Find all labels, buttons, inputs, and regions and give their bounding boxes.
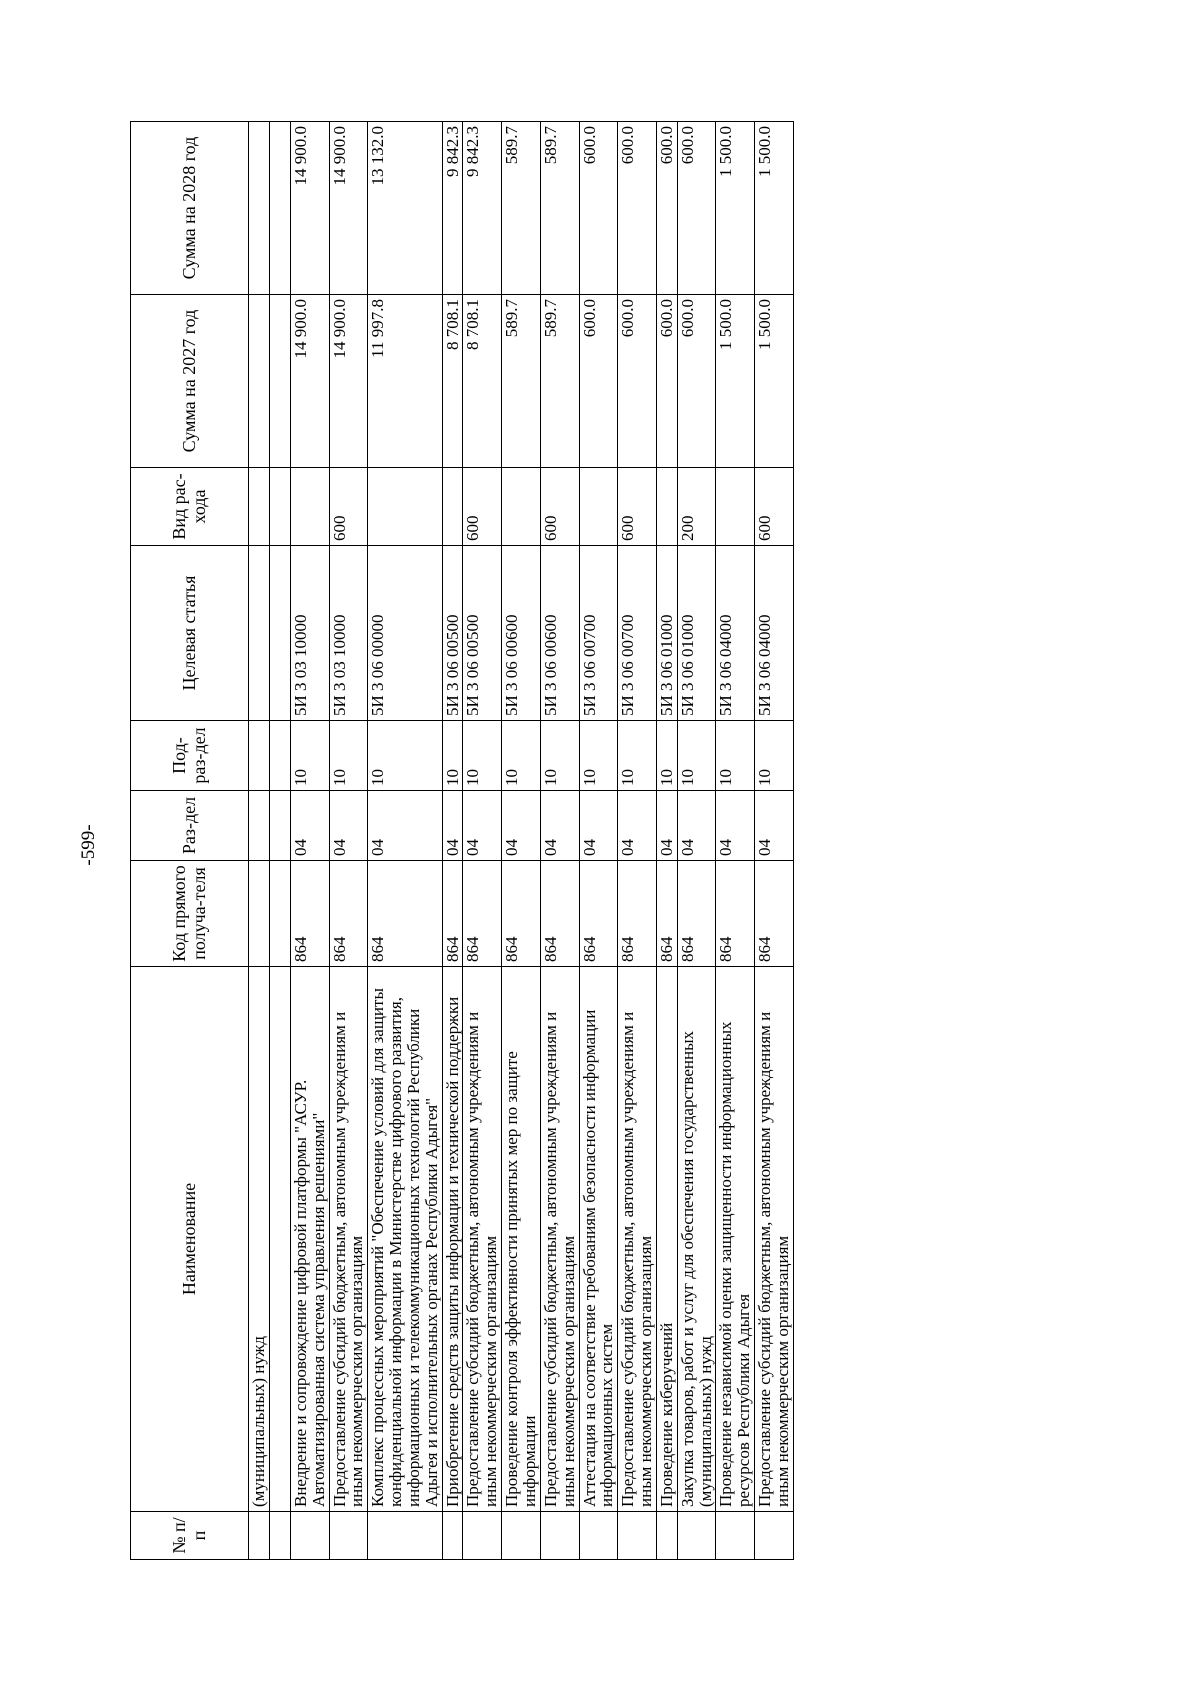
cell-target [269,546,290,721]
cell-name: Проведение независимой оценки защищенности информационных ресурсов Республики Адыгея [716,967,755,1512]
cell-sum2028: 589.7 [502,122,541,295]
cell-name: Проведение киберучений [656,967,677,1512]
cell-recipient: 864 [502,861,541,967]
cell-sum2028: 600.0 [656,122,677,295]
cell-target: 5И 3 06 04000 [755,546,794,721]
table-row [656,122,677,1560]
cell-no [755,1512,794,1560]
cell-name: Комплекс процессных мероприятий "Обеспечение условий для защиты конфиденциальной информации в Министерстве цифрового развития, информационных и телекоммуникационных технологий Республики Адыгея и исполнительных органах Республики Адыгея" [368,967,442,1512]
header-vid: Вид рас-хода [131,468,249,546]
cell-vid [442,468,463,546]
table-row [716,122,755,1560]
cell-sum2028: 14 900.0 [329,122,368,295]
table-row [249,122,270,1560]
cell-sum2028: 13 132.0 [368,122,442,295]
header-podrazdel: Под-раз-дел [131,721,249,791]
cell-name: Внедрение и сопровождение цифровой платформы "АСУР. Автоматизированная система управления решениями" [290,967,329,1512]
cell-sum2027: 14 900.0 [290,295,329,468]
cell-razdel: 04 [755,791,794,861]
cell-sum2027: 600.0 [579,295,618,468]
cell-target: 5И 3 06 01000 [677,546,716,721]
cell-sum2027: 14 900.0 [329,295,368,468]
cell-razdel: 04 [442,791,463,861]
header-target: Целевая статья [131,546,249,721]
cell-sum2028: 9 842.3 [442,122,463,295]
cell-podrazdel: 10 [502,721,541,791]
page-number: -599- [78,824,99,866]
cell-sum2027: 11 997.8 [368,295,442,468]
cell-vid [290,468,329,546]
cell-no [368,1512,442,1560]
cell-razdel [269,791,290,861]
cell-vid [579,468,618,546]
cell-no [656,1512,677,1560]
cell-sum2027: 589.7 [502,295,541,468]
cell-sum2028: 589.7 [540,122,579,295]
cell-recipient: 864 [329,861,368,967]
cell-no [463,1512,502,1560]
cell-target: 5И 3 03 10000 [290,546,329,721]
header-sum2028: Сумма на 2028 год [131,122,249,295]
cell-name: Приобретение средств защиты информации и технической поддержки [442,967,463,1512]
table-row [677,122,716,1560]
header-recipient: Код прямого получа-теля [131,861,249,967]
cell-podrazdel: 10 [368,721,442,791]
cell-sum2027 [269,295,290,468]
cell-no [249,1512,270,1560]
cell-target: 5И 3 06 00700 [579,546,618,721]
cell-name: Предоставление субсидий бюджетным, автономным учреждениям и иным некоммерческим организациям [755,967,794,1512]
cell-no [716,1512,755,1560]
cell-target: 5И 3 06 01000 [656,546,677,721]
cell-podrazdel: 10 [290,721,329,791]
cell-recipient: 864 [540,861,579,967]
cell-sum2028: 14 900.0 [290,122,329,295]
cell-sum2028: 600.0 [579,122,618,295]
cell-recipient: 864 [716,861,755,967]
cell-razdel: 04 [540,791,579,861]
cell-target: 5И 3 06 00500 [463,546,502,721]
cell-razdel [249,791,270,861]
cell-no [329,1512,368,1560]
cell-target: 5И 3 06 00600 [502,546,541,721]
cell-recipient: 864 [368,861,442,967]
cell-recipient: 864 [579,861,618,967]
cell-no [618,1512,657,1560]
cell-target: 5И 3 06 04000 [716,546,755,721]
table-row [463,122,502,1560]
cell-razdel: 04 [677,791,716,861]
cell-vid: 200 [677,468,716,546]
cell-recipient [249,861,270,967]
cell-sum2027: 600.0 [677,295,716,468]
cell-sum2027: 589.7 [540,295,579,468]
cell-razdel: 04 [463,791,502,861]
cell-razdel: 04 [618,791,657,861]
cell-podrazdel: 10 [329,721,368,791]
cell-vid: 600 [540,468,579,546]
cell-podrazdel: 10 [656,721,677,791]
header-razdel: Раз-дел [131,791,249,861]
cell-podrazdel [249,721,270,791]
cell-vid: 600 [463,468,502,546]
cell-no [442,1512,463,1560]
cell-sum2027: 600.0 [618,295,657,468]
rotated-page [130,122,794,1560]
cell-target: 5И 3 06 00500 [442,546,463,721]
cell-sum2028 [269,122,290,295]
cell-recipient [269,861,290,967]
cell-vid [656,468,677,546]
cell-vid: 600 [618,468,657,546]
cell-podrazdel: 10 [755,721,794,791]
cell-razdel: 04 [716,791,755,861]
cell-podrazdel: 10 [677,721,716,791]
cell-sum2027: 600.0 [656,295,677,468]
cell-recipient: 864 [618,861,657,967]
cell-target [249,546,270,721]
cell-name: Аттестация на соответствие требованиям безопасности информации информационных систем [579,967,618,1512]
table-row [579,122,618,1560]
cell-razdel: 04 [579,791,618,861]
cell-recipient: 864 [290,861,329,967]
cell-name: Предоставление субсидий бюджетным, автономным учреждениям и иным некоммерческим организациям [618,967,657,1512]
cell-razdel: 04 [368,791,442,861]
table-row [269,122,290,1560]
cell-target: 5И 3 03 10000 [329,546,368,721]
cell-razdel: 04 [290,791,329,861]
cell-razdel: 04 [329,791,368,861]
budget-table [130,121,794,1560]
cell-name: Закупка товаров, работ и услуг для обеспечения государственных (муниципальных) нужд [677,967,716,1512]
cell-name: Предоставление субсидий бюджетным, автономным учреждениям и иным некоммерческим организациям [463,967,502,1512]
header-row [131,122,249,1560]
cell-sum2028: 600.0 [618,122,657,295]
cell-vid: 600 [329,468,368,546]
header-sum2027: Сумма на 2027 год [131,295,249,468]
cell-no [677,1512,716,1560]
cell-sum2027: 1 500.0 [755,295,794,468]
table-row [290,122,329,1560]
cell-no [540,1512,579,1560]
cell-target: 5И 3 06 00600 [540,546,579,721]
cell-recipient: 864 [656,861,677,967]
cell-vid [269,468,290,546]
cell-podrazdel: 10 [579,721,618,791]
cell-podrazdel: 10 [716,721,755,791]
cell-no [502,1512,541,1560]
table-row [618,122,657,1560]
cell-recipient: 864 [442,861,463,967]
cell-sum2028: 1 500.0 [755,122,794,295]
table-row [540,122,579,1560]
table-row [755,122,794,1560]
cell-vid: 600 [755,468,794,546]
table-row [442,122,463,1560]
cell-sum2027: 8 708.1 [463,295,502,468]
cell-vid [368,468,442,546]
cell-recipient: 864 [677,861,716,967]
cell-podrazdel: 10 [442,721,463,791]
cell-podrazdel: 10 [463,721,502,791]
cell-podrazdel: 10 [618,721,657,791]
cell-sum2028 [249,122,270,295]
table-row [368,122,442,1560]
table-row [329,122,368,1560]
cell-sum2028: 9 842.3 [463,122,502,295]
cell-name [269,967,290,1512]
cell-no [269,1512,290,1560]
cell-podrazdel: 10 [540,721,579,791]
cell-vid [249,468,270,546]
cell-target: 5И 3 06 00000 [368,546,442,721]
header-name: Наименование [131,967,249,1512]
cell-sum2027 [249,295,270,468]
cell-sum2027: 8 708.1 [442,295,463,468]
cell-sum2027: 1 500.0 [716,295,755,468]
cell-razdel: 04 [656,791,677,861]
cell-no [290,1512,329,1560]
cell-recipient: 864 [463,861,502,967]
cell-name: (муниципальных) нужд [249,967,270,1512]
cell-no [579,1512,618,1560]
cell-sum2028: 600.0 [677,122,716,295]
cell-recipient: 864 [755,861,794,967]
cell-podrazdel [269,721,290,791]
cell-sum2028: 1 500.0 [716,122,755,295]
table-row [502,122,541,1560]
cell-vid [716,468,755,546]
header-no: № п/п [131,1512,249,1560]
cell-name: Предоставление субсидий бюджетным, автономным учреждениям и иным некоммерческим организациям [329,967,368,1512]
cell-vid [502,468,541,546]
cell-name: Предоставление субсидий бюджетным, автономным учреждениям и иным некоммерческим организациям [540,967,579,1512]
cell-name: Проведение контроля эффективности принятых мер по защите информации [502,967,541,1512]
cell-razdel: 04 [502,791,541,861]
cell-target: 5И 3 06 00700 [618,546,657,721]
